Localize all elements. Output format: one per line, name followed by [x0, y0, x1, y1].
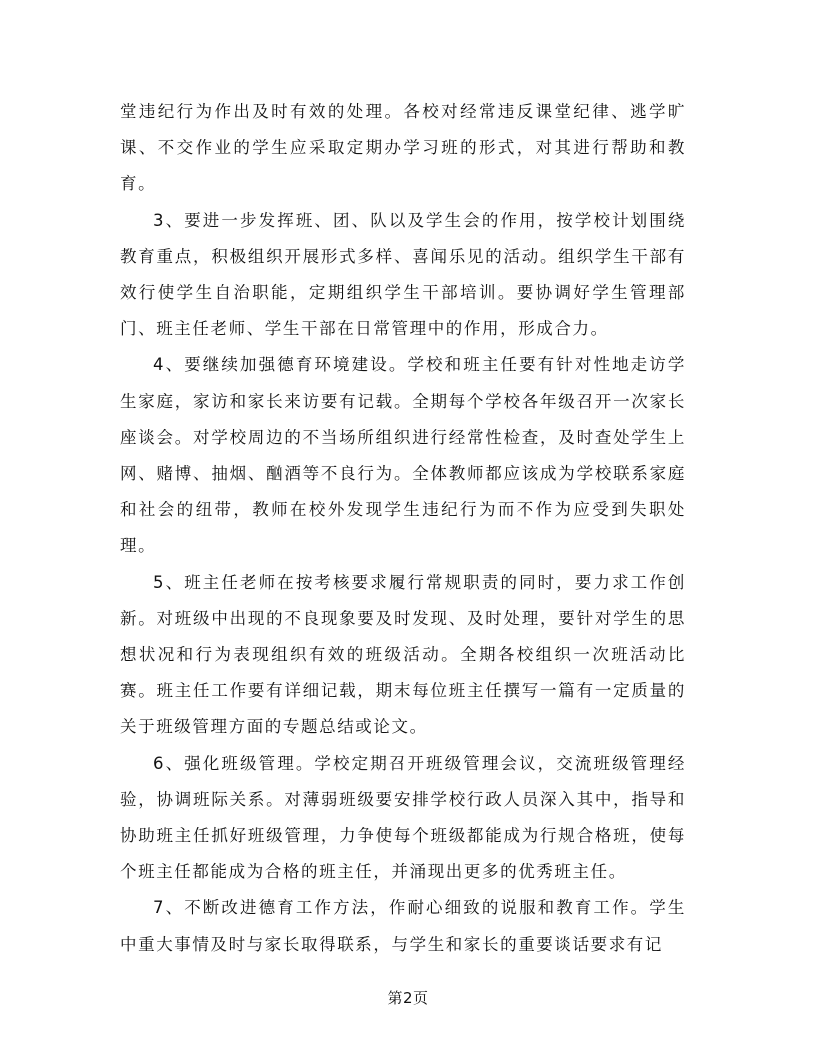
page-number: 第2页: [387, 989, 429, 1007]
paragraph-item-4: 4、要继续加强德育环境建设。学校和班主任要有针对性地走访学生家庭，家访和家长来访要有记载。全期每个学校各年级召开一次家长座谈会。对学校周边的不当场所组织进行经常性检查，及时查处学生上网、赌博、抽烟、酗酒等不良行为。全体教师都应该成为学校联系家庭和社会的纽带，教师在校外发现学生违纪行为而不作为应受到失职处理。: [120, 355, 686, 556]
paragraph-item-3: 3、要进一步发挥班、团、队以及学生会的作用，按学校计划围绕教育重点，积极组织开展形式多样、喜闻乐见的活动。组织学生干部有效行使学生自治职能，定期组织学生干部培训。要协调好学生管理部门、班主任老师、学生干部在日常管理中的作用，形成合力。: [120, 210, 686, 339]
paragraph-item-5: 5、班主任老师在按考核要求履行常规职责的同时，要力求工作创新。对班级中出现的不良现象要及时发现、及时处理，要针对学生的思想状况和行为表现组织有效的班级活动。全期各校组织一次班活动比赛。班主任工作要有详细记载，期末每位班主任撰写一篇有一定质量的关于班级管理方面的专题总结或论文。: [120, 572, 686, 737]
paragraph-item-7: 7、不断改进德育工作方法，作耐心细致的说服和教育工作。学生中重大事情及时与家长取得联系，与学生和家长的重要谈话要求有记: [120, 898, 686, 954]
paragraph-item-6: 6、强化班级管理。学校定期召开班级管理会议，交流班级管理经验，协调班际关系。对薄弱班级要安排学校行政人员深入其中，指导和协助班主任抓好班级管理，力争使每个班级都能成为行规合格班，使每个班主任都能成为合格的班主任，并涌现出更多的优秀班主任。: [120, 753, 686, 882]
document-body: [120, 94, 686, 963]
paragraph-continuation: 堂违纪行为作出及时有效的处理。各校对经常违反课堂纪律、逃学旷课、不交作业的学生应采取定期办学习班的形式，对其进行帮助和教育。: [120, 102, 686, 194]
